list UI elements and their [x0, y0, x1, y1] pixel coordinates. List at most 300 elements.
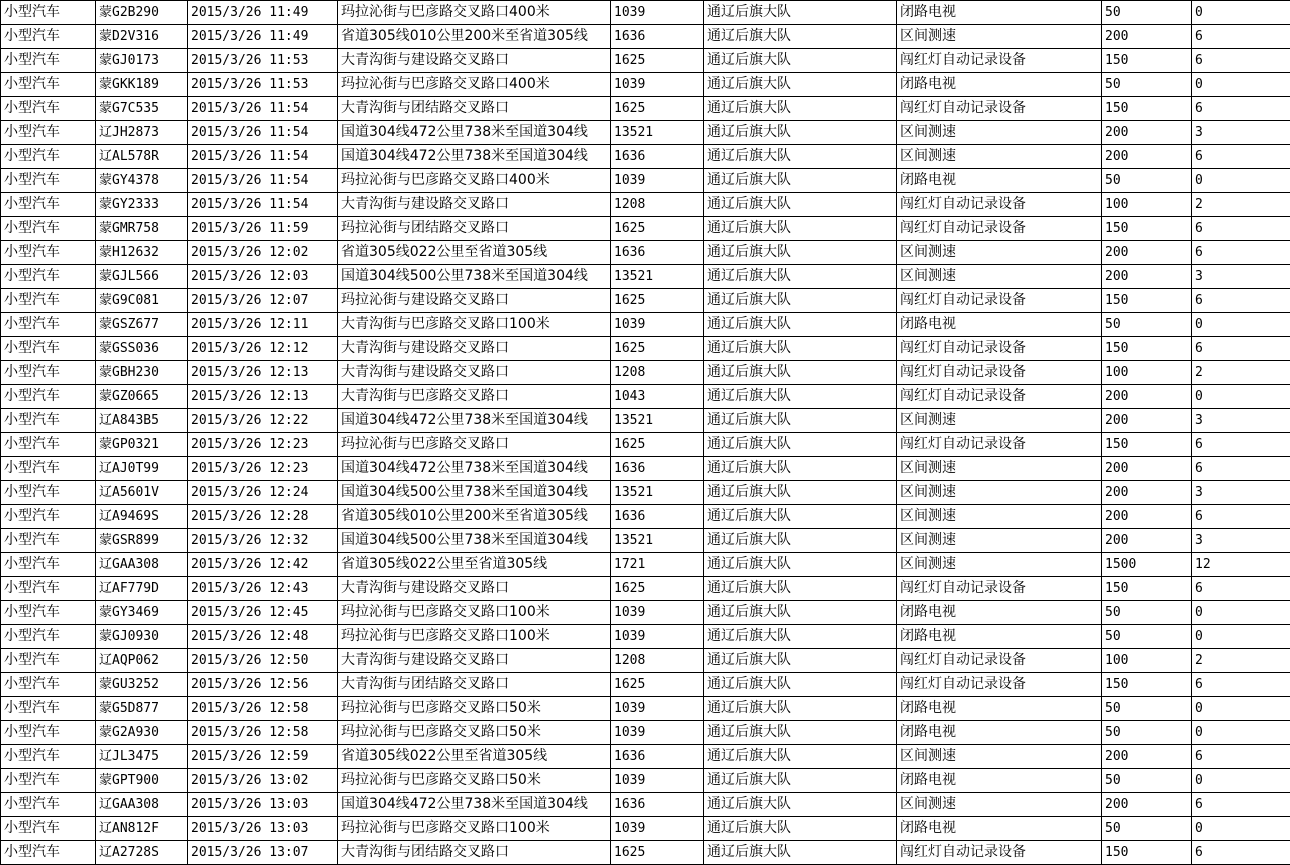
violation-code-cell[interactable]: 1721 — [611, 553, 704, 577]
brigade-cell[interactable]: 通辽后旗大队 — [704, 121, 897, 145]
violation-code-cell[interactable]: 1039 — [611, 697, 704, 721]
violation-time-cell[interactable]: 2015/3/26 12:56 — [188, 673, 338, 697]
vehicle-type-cell[interactable]: 小型汽车 — [1, 337, 96, 361]
brigade-cell[interactable]: 通辽后旗大队 — [704, 649, 897, 673]
penalty-points-cell[interactable]: 6 — [1192, 25, 1290, 49]
location-cell[interactable]: 玛拉沁街与巴彦路交叉路口100米 — [338, 817, 611, 841]
capture-device-cell[interactable]: 区间测速 — [897, 481, 1102, 505]
penalty-points-cell[interactable]: 0 — [1192, 769, 1290, 793]
violation-time-cell[interactable]: 2015/3/26 12:13 — [188, 361, 338, 385]
violation-time-cell[interactable]: 2015/3/26 12:24 — [188, 481, 338, 505]
capture-device-cell[interactable]: 区间测速 — [897, 25, 1102, 49]
capture-device-cell[interactable]: 区间测速 — [897, 265, 1102, 289]
brigade-cell[interactable]: 通辽后旗大队 — [704, 361, 897, 385]
fine-amount-cell[interactable]: 100 — [1102, 361, 1192, 385]
capture-device-cell[interactable]: 闭路电视 — [897, 817, 1102, 841]
vehicle-type-cell[interactable]: 小型汽车 — [1, 73, 96, 97]
capture-device-cell[interactable]: 区间测速 — [897, 529, 1102, 553]
fine-amount-cell[interactable]: 150 — [1102, 97, 1192, 121]
violation-time-cell[interactable]: 2015/3/26 12:23 — [188, 457, 338, 481]
plate-number-cell[interactable]: 辽A843B5 — [96, 409, 188, 433]
violation-time-cell[interactable]: 2015/3/26 11:54 — [188, 193, 338, 217]
violation-time-cell[interactable]: 2015/3/26 13:07 — [188, 841, 338, 865]
fine-amount-cell[interactable]: 100 — [1102, 193, 1192, 217]
capture-device-cell[interactable]: 闯红灯自动记录设备 — [897, 217, 1102, 241]
brigade-cell[interactable]: 通辽后旗大队 — [704, 721, 897, 745]
plate-number-cell[interactable]: 蒙GY3469 — [96, 601, 188, 625]
violation-time-cell[interactable]: 2015/3/26 11:49 — [188, 25, 338, 49]
violation-time-cell[interactable]: 2015/3/26 12:12 — [188, 337, 338, 361]
location-cell[interactable]: 国道304线472公里738米至国道304线 — [338, 145, 611, 169]
plate-number-cell[interactable]: 蒙GJ0930 — [96, 625, 188, 649]
brigade-cell[interactable]: 通辽后旗大队 — [704, 25, 897, 49]
violation-code-cell[interactable]: 1039 — [611, 313, 704, 337]
penalty-points-cell[interactable]: 0 — [1192, 313, 1290, 337]
capture-device-cell[interactable]: 区间测速 — [897, 145, 1102, 169]
capture-device-cell[interactable]: 区间测速 — [897, 241, 1102, 265]
penalty-points-cell[interactable]: 6 — [1192, 841, 1290, 865]
penalty-points-cell[interactable]: 0 — [1192, 625, 1290, 649]
capture-device-cell[interactable]: 闯红灯自动记录设备 — [897, 97, 1102, 121]
penalty-points-cell[interactable]: 6 — [1192, 457, 1290, 481]
violation-code-cell[interactable]: 1636 — [611, 505, 704, 529]
fine-amount-cell[interactable]: 150 — [1102, 577, 1192, 601]
brigade-cell[interactable]: 通辽后旗大队 — [704, 289, 897, 313]
violation-time-cell[interactable]: 2015/3/26 11:59 — [188, 217, 338, 241]
brigade-cell[interactable]: 通辽后旗大队 — [704, 73, 897, 97]
penalty-points-cell[interactable]: 12 — [1192, 553, 1290, 577]
plate-number-cell[interactable]: 辽AQP062 — [96, 649, 188, 673]
penalty-points-cell[interactable]: 6 — [1192, 145, 1290, 169]
vehicle-type-cell[interactable]: 小型汽车 — [1, 25, 96, 49]
brigade-cell[interactable]: 通辽后旗大队 — [704, 145, 897, 169]
plate-number-cell[interactable]: 蒙GJ0173 — [96, 49, 188, 73]
vehicle-type-cell[interactable]: 小型汽车 — [1, 817, 96, 841]
capture-device-cell[interactable]: 闯红灯自动记录设备 — [897, 673, 1102, 697]
capture-device-cell[interactable]: 闯红灯自动记录设备 — [897, 385, 1102, 409]
plate-number-cell[interactable]: 辽AN812F — [96, 817, 188, 841]
vehicle-type-cell[interactable]: 小型汽车 — [1, 673, 96, 697]
vehicle-type-cell[interactable]: 小型汽车 — [1, 649, 96, 673]
penalty-points-cell[interactable]: 3 — [1192, 529, 1290, 553]
violation-code-cell[interactable]: 13521 — [611, 529, 704, 553]
violation-code-cell[interactable]: 1039 — [611, 169, 704, 193]
plate-number-cell[interactable]: 辽A2728S — [96, 841, 188, 865]
vehicle-type-cell[interactable]: 小型汽车 — [1, 697, 96, 721]
violation-code-cell[interactable]: 1208 — [611, 649, 704, 673]
violation-code-cell[interactable]: 1625 — [611, 577, 704, 601]
vehicle-type-cell[interactable]: 小型汽车 — [1, 1, 96, 25]
penalty-points-cell[interactable]: 3 — [1192, 265, 1290, 289]
plate-number-cell[interactable]: 蒙D2V316 — [96, 25, 188, 49]
location-cell[interactable]: 国道304线472公里738米至国道304线 — [338, 457, 611, 481]
violation-time-cell[interactable]: 2015/3/26 11:54 — [188, 97, 338, 121]
violation-time-cell[interactable]: 2015/3/26 13:03 — [188, 793, 338, 817]
plate-number-cell[interactable]: 辽AJ0T99 — [96, 457, 188, 481]
capture-device-cell[interactable]: 区间测速 — [897, 409, 1102, 433]
penalty-points-cell[interactable]: 3 — [1192, 121, 1290, 145]
fine-amount-cell[interactable]: 1500 — [1102, 553, 1192, 577]
fine-amount-cell[interactable]: 200 — [1102, 25, 1192, 49]
brigade-cell[interactable]: 通辽后旗大队 — [704, 49, 897, 73]
location-cell[interactable]: 国道304线472公里738米至国道304线 — [338, 409, 611, 433]
location-cell[interactable]: 国道304线500公里738米至国道304线 — [338, 481, 611, 505]
penalty-points-cell[interactable]: 6 — [1192, 577, 1290, 601]
fine-amount-cell[interactable]: 150 — [1102, 49, 1192, 73]
violation-code-cell[interactable]: 1625 — [611, 673, 704, 697]
penalty-points-cell[interactable]: 3 — [1192, 481, 1290, 505]
fine-amount-cell[interactable]: 200 — [1102, 145, 1192, 169]
capture-device-cell[interactable]: 区间测速 — [897, 505, 1102, 529]
violation-code-cell[interactable]: 13521 — [611, 265, 704, 289]
location-cell[interactable]: 省道305线022公里至省道305线 — [338, 745, 611, 769]
capture-device-cell[interactable]: 区间测速 — [897, 457, 1102, 481]
violation-code-cell[interactable]: 1039 — [611, 817, 704, 841]
location-cell[interactable]: 玛拉沁街与巴彦路交叉路口50米 — [338, 721, 611, 745]
location-cell[interactable]: 大青沟街与巴彦路交叉路口100米 — [338, 313, 611, 337]
location-cell[interactable]: 玛拉沁街与巴彦路交叉路口 — [338, 433, 611, 457]
location-cell[interactable]: 大青沟街与建设路交叉路口 — [338, 193, 611, 217]
brigade-cell[interactable]: 通辽后旗大队 — [704, 601, 897, 625]
location-cell[interactable]: 大青沟街与建设路交叉路口 — [338, 577, 611, 601]
violation-time-cell[interactable]: 2015/3/26 12:59 — [188, 745, 338, 769]
vehicle-type-cell[interactable]: 小型汽车 — [1, 505, 96, 529]
brigade-cell[interactable]: 通辽后旗大队 — [704, 505, 897, 529]
fine-amount-cell[interactable]: 200 — [1102, 505, 1192, 529]
vehicle-type-cell[interactable]: 小型汽车 — [1, 745, 96, 769]
penalty-points-cell[interactable]: 0 — [1192, 1, 1290, 25]
vehicle-type-cell[interactable]: 小型汽车 — [1, 241, 96, 265]
fine-amount-cell[interactable]: 200 — [1102, 793, 1192, 817]
vehicle-type-cell[interactable]: 小型汽车 — [1, 97, 96, 121]
vehicle-type-cell[interactable]: 小型汽车 — [1, 433, 96, 457]
plate-number-cell[interactable]: 蒙GMR758 — [96, 217, 188, 241]
fine-amount-cell[interactable]: 50 — [1102, 169, 1192, 193]
location-cell[interactable]: 大青沟街与建设路交叉路口 — [338, 361, 611, 385]
brigade-cell[interactable]: 通辽后旗大队 — [704, 697, 897, 721]
brigade-cell[interactable]: 通辽后旗大队 — [704, 241, 897, 265]
penalty-points-cell[interactable]: 6 — [1192, 217, 1290, 241]
violation-code-cell[interactable]: 1625 — [611, 841, 704, 865]
plate-number-cell[interactable]: 辽AL578R — [96, 145, 188, 169]
violation-time-cell[interactable]: 2015/3/26 12:22 — [188, 409, 338, 433]
fine-amount-cell[interactable]: 50 — [1102, 721, 1192, 745]
location-cell[interactable]: 省道305线010公里200米至省道305线 — [338, 25, 611, 49]
violation-time-cell[interactable]: 2015/3/26 11:53 — [188, 49, 338, 73]
violation-time-cell[interactable]: 2015/3/26 12:58 — [188, 721, 338, 745]
location-cell[interactable]: 玛拉沁街与巴彦路交叉路口50米 — [338, 697, 611, 721]
violation-code-cell[interactable]: 13521 — [611, 121, 704, 145]
vehicle-type-cell[interactable]: 小型汽车 — [1, 193, 96, 217]
violation-code-cell[interactable]: 13521 — [611, 409, 704, 433]
vehicle-type-cell[interactable]: 小型汽车 — [1, 841, 96, 865]
violation-time-cell[interactable]: 2015/3/26 11:49 — [188, 1, 338, 25]
violation-time-cell[interactable]: 2015/3/26 11:54 — [188, 169, 338, 193]
fine-amount-cell[interactable]: 100 — [1102, 649, 1192, 673]
fine-amount-cell[interactable]: 50 — [1102, 1, 1192, 25]
capture-device-cell[interactable]: 闯红灯自动记录设备 — [897, 49, 1102, 73]
capture-device-cell[interactable]: 闭路电视 — [897, 697, 1102, 721]
penalty-points-cell[interactable]: 2 — [1192, 193, 1290, 217]
plate-number-cell[interactable]: 辽A5601V — [96, 481, 188, 505]
violation-code-cell[interactable]: 1208 — [611, 193, 704, 217]
location-cell[interactable]: 大青沟街与巴彦路交叉路口 — [338, 385, 611, 409]
violation-code-cell[interactable]: 1625 — [611, 97, 704, 121]
violation-code-cell[interactable]: 1636 — [611, 745, 704, 769]
vehicle-type-cell[interactable]: 小型汽车 — [1, 385, 96, 409]
plate-number-cell[interactable]: 辽JH2873 — [96, 121, 188, 145]
fine-amount-cell[interactable]: 200 — [1102, 457, 1192, 481]
fine-amount-cell[interactable]: 150 — [1102, 841, 1192, 865]
fine-amount-cell[interactable]: 200 — [1102, 265, 1192, 289]
violation-code-cell[interactable]: 1208 — [611, 361, 704, 385]
violation-time-cell[interactable]: 2015/3/26 12:03 — [188, 265, 338, 289]
location-cell[interactable]: 大青沟街与团结路交叉路口 — [338, 97, 611, 121]
location-cell[interactable]: 大青沟街与团结路交叉路口 — [338, 673, 611, 697]
location-cell[interactable]: 省道305线022公里至省道305线 — [338, 241, 611, 265]
capture-device-cell[interactable]: 闯红灯自动记录设备 — [897, 289, 1102, 313]
plate-number-cell[interactable]: 蒙G7C535 — [96, 97, 188, 121]
violation-code-cell[interactable]: 1625 — [611, 289, 704, 313]
brigade-cell[interactable]: 通辽后旗大队 — [704, 265, 897, 289]
location-cell[interactable]: 大青沟街与建设路交叉路口 — [338, 49, 611, 73]
fine-amount-cell[interactable]: 150 — [1102, 289, 1192, 313]
penalty-points-cell[interactable]: 0 — [1192, 73, 1290, 97]
plate-number-cell[interactable]: 蒙G2A930 — [96, 721, 188, 745]
violation-time-cell[interactable]: 2015/3/26 12:32 — [188, 529, 338, 553]
fine-amount-cell[interactable]: 200 — [1102, 385, 1192, 409]
brigade-cell[interactable]: 通辽后旗大队 — [704, 745, 897, 769]
plate-number-cell[interactable]: 蒙GSR899 — [96, 529, 188, 553]
location-cell[interactable]: 省道305线022公里至省道305线 — [338, 553, 611, 577]
violation-time-cell[interactable]: 2015/3/26 12:07 — [188, 289, 338, 313]
location-cell[interactable]: 玛拉沁街与巴彦路交叉路口400米 — [338, 73, 611, 97]
fine-amount-cell[interactable]: 200 — [1102, 409, 1192, 433]
brigade-cell[interactable]: 通辽后旗大队 — [704, 457, 897, 481]
vehicle-type-cell[interactable]: 小型汽车 — [1, 769, 96, 793]
penalty-points-cell[interactable]: 0 — [1192, 721, 1290, 745]
vehicle-type-cell[interactable]: 小型汽车 — [1, 529, 96, 553]
fine-amount-cell[interactable]: 50 — [1102, 697, 1192, 721]
fine-amount-cell[interactable]: 200 — [1102, 745, 1192, 769]
plate-number-cell[interactable]: 蒙H12632 — [96, 241, 188, 265]
violation-code-cell[interactable]: 1039 — [611, 1, 704, 25]
brigade-cell[interactable]: 通辽后旗大队 — [704, 337, 897, 361]
fine-amount-cell[interactable]: 150 — [1102, 433, 1192, 457]
capture-device-cell[interactable]: 区间测速 — [897, 793, 1102, 817]
capture-device-cell[interactable]: 区间测速 — [897, 121, 1102, 145]
capture-device-cell[interactable]: 闯红灯自动记录设备 — [897, 577, 1102, 601]
capture-device-cell[interactable]: 闯红灯自动记录设备 — [897, 433, 1102, 457]
capture-device-cell[interactable]: 闯红灯自动记录设备 — [897, 649, 1102, 673]
brigade-cell[interactable]: 通辽后旗大队 — [704, 1, 897, 25]
fine-amount-cell[interactable]: 50 — [1102, 625, 1192, 649]
fine-amount-cell[interactable]: 200 — [1102, 481, 1192, 505]
violation-code-cell[interactable]: 1625 — [611, 49, 704, 73]
location-cell[interactable]: 大青沟街与建设路交叉路口 — [338, 649, 611, 673]
capture-device-cell[interactable]: 闭路电视 — [897, 1, 1102, 25]
location-cell[interactable]: 国道304线472公里738米至国道304线 — [338, 121, 611, 145]
violation-time-cell[interactable]: 2015/3/26 11:53 — [188, 73, 338, 97]
violation-code-cell[interactable]: 1625 — [611, 337, 704, 361]
violation-time-cell[interactable]: 2015/3/26 12:48 — [188, 625, 338, 649]
penalty-points-cell[interactable]: 2 — [1192, 649, 1290, 673]
violation-code-cell[interactable]: 1636 — [611, 25, 704, 49]
penalty-points-cell[interactable]: 6 — [1192, 505, 1290, 529]
violation-time-cell[interactable]: 2015/3/26 12:23 — [188, 433, 338, 457]
location-cell[interactable]: 玛拉沁街与巴彦路交叉路口100米 — [338, 625, 611, 649]
violation-time-cell[interactable]: 2015/3/26 12:11 — [188, 313, 338, 337]
brigade-cell[interactable]: 通辽后旗大队 — [704, 481, 897, 505]
capture-device-cell[interactable]: 闭路电视 — [897, 73, 1102, 97]
violation-code-cell[interactable]: 1636 — [611, 793, 704, 817]
brigade-cell[interactable]: 通辽后旗大队 — [704, 793, 897, 817]
vehicle-type-cell[interactable]: 小型汽车 — [1, 265, 96, 289]
plate-number-cell[interactable]: 蒙G2B290 — [96, 1, 188, 25]
plate-number-cell[interactable]: 辽GAA308 — [96, 793, 188, 817]
plate-number-cell[interactable]: 辽AF779D — [96, 577, 188, 601]
vehicle-type-cell[interactable]: 小型汽车 — [1, 169, 96, 193]
plate-number-cell[interactable]: 蒙GPT900 — [96, 769, 188, 793]
vehicle-type-cell[interactable]: 小型汽车 — [1, 553, 96, 577]
location-cell[interactable]: 玛拉沁街与巴彦路交叉路口100米 — [338, 601, 611, 625]
brigade-cell[interactable]: 通辽后旗大队 — [704, 433, 897, 457]
fine-amount-cell[interactable]: 150 — [1102, 673, 1192, 697]
location-cell[interactable]: 玛拉沁街与巴彦路交叉路口400米 — [338, 1, 611, 25]
brigade-cell[interactable]: 通辽后旗大队 — [704, 529, 897, 553]
fine-amount-cell[interactable]: 200 — [1102, 529, 1192, 553]
fine-amount-cell[interactable]: 50 — [1102, 313, 1192, 337]
capture-device-cell[interactable]: 闭路电视 — [897, 625, 1102, 649]
brigade-cell[interactable]: 通辽后旗大队 — [704, 169, 897, 193]
vehicle-type-cell[interactable]: 小型汽车 — [1, 601, 96, 625]
vehicle-type-cell[interactable]: 小型汽车 — [1, 289, 96, 313]
penalty-points-cell[interactable]: 2 — [1192, 361, 1290, 385]
plate-number-cell[interactable]: 蒙GSS036 — [96, 337, 188, 361]
violation-time-cell[interactable]: 2015/3/26 12:02 — [188, 241, 338, 265]
violation-time-cell[interactable]: 2015/3/26 13:02 — [188, 769, 338, 793]
capture-device-cell[interactable]: 闭路电视 — [897, 769, 1102, 793]
vehicle-type-cell[interactable]: 小型汽车 — [1, 481, 96, 505]
penalty-points-cell[interactable]: 6 — [1192, 241, 1290, 265]
vehicle-type-cell[interactable]: 小型汽车 — [1, 313, 96, 337]
vehicle-type-cell[interactable]: 小型汽车 — [1, 577, 96, 601]
violation-time-cell[interactable]: 2015/3/26 12:58 — [188, 697, 338, 721]
capture-device-cell[interactable]: 区间测速 — [897, 745, 1102, 769]
violation-time-cell[interactable]: 2015/3/26 13:03 — [188, 817, 338, 841]
capture-device-cell[interactable]: 闯红灯自动记录设备 — [897, 193, 1102, 217]
capture-device-cell[interactable]: 闭路电视 — [897, 169, 1102, 193]
brigade-cell[interactable]: 通辽后旗大队 — [704, 577, 897, 601]
violation-code-cell[interactable]: 1043 — [611, 385, 704, 409]
capture-device-cell[interactable]: 闯红灯自动记录设备 — [897, 841, 1102, 865]
fine-amount-cell[interactable]: 50 — [1102, 73, 1192, 97]
vehicle-type-cell[interactable]: 小型汽车 — [1, 793, 96, 817]
fine-amount-cell[interactable]: 50 — [1102, 769, 1192, 793]
vehicle-type-cell[interactable]: 小型汽车 — [1, 121, 96, 145]
violation-time-cell[interactable]: 2015/3/26 12:50 — [188, 649, 338, 673]
violation-code-cell[interactable]: 1039 — [611, 769, 704, 793]
plate-number-cell[interactable]: 蒙GY2333 — [96, 193, 188, 217]
violation-code-cell[interactable]: 1636 — [611, 145, 704, 169]
penalty-points-cell[interactable]: 6 — [1192, 745, 1290, 769]
brigade-cell[interactable]: 通辽后旗大队 — [704, 97, 897, 121]
vehicle-type-cell[interactable]: 小型汽车 — [1, 145, 96, 169]
plate-number-cell[interactable]: 蒙GKK189 — [96, 73, 188, 97]
location-cell[interactable]: 大青沟街与建设路交叉路口 — [338, 337, 611, 361]
plate-number-cell[interactable]: 辽JL3475 — [96, 745, 188, 769]
violation-time-cell[interactable]: 2015/3/26 11:54 — [188, 121, 338, 145]
penalty-points-cell[interactable]: 0 — [1192, 385, 1290, 409]
vehicle-type-cell[interactable]: 小型汽车 — [1, 217, 96, 241]
brigade-cell[interactable]: 通辽后旗大队 — [704, 409, 897, 433]
plate-number-cell[interactable]: 蒙GZ0665 — [96, 385, 188, 409]
brigade-cell[interactable]: 通辽后旗大队 — [704, 193, 897, 217]
capture-device-cell[interactable]: 闯红灯自动记录设备 — [897, 361, 1102, 385]
vehicle-type-cell[interactable]: 小型汽车 — [1, 49, 96, 73]
location-cell[interactable]: 玛拉沁街与团结路交叉路口 — [338, 217, 611, 241]
penalty-points-cell[interactable]: 3 — [1192, 409, 1290, 433]
penalty-points-cell[interactable]: 6 — [1192, 673, 1290, 697]
location-cell[interactable]: 国道304线500公里738米至国道304线 — [338, 529, 611, 553]
violation-code-cell[interactable]: 1039 — [611, 73, 704, 97]
plate-number-cell[interactable]: 蒙GJL566 — [96, 265, 188, 289]
brigade-cell[interactable]: 通辽后旗大队 — [704, 313, 897, 337]
penalty-points-cell[interactable]: 0 — [1192, 817, 1290, 841]
capture-device-cell[interactable]: 闭路电视 — [897, 721, 1102, 745]
violation-code-cell[interactable]: 1636 — [611, 241, 704, 265]
location-cell[interactable]: 大青沟街与团结路交叉路口 — [338, 841, 611, 865]
penalty-points-cell[interactable]: 6 — [1192, 97, 1290, 121]
capture-device-cell[interactable]: 区间测速 — [897, 553, 1102, 577]
vehicle-type-cell[interactable]: 小型汽车 — [1, 721, 96, 745]
location-cell[interactable]: 国道304线472公里738米至国道304线 — [338, 793, 611, 817]
vehicle-type-cell[interactable]: 小型汽车 — [1, 625, 96, 649]
brigade-cell[interactable]: 通辽后旗大队 — [704, 769, 897, 793]
plate-number-cell[interactable]: 蒙G5D877 — [96, 697, 188, 721]
penalty-points-cell[interactable]: 0 — [1192, 601, 1290, 625]
penalty-points-cell[interactable]: 6 — [1192, 49, 1290, 73]
fine-amount-cell[interactable]: 50 — [1102, 817, 1192, 841]
fine-amount-cell[interactable]: 200 — [1102, 241, 1192, 265]
fine-amount-cell[interactable]: 200 — [1102, 121, 1192, 145]
fine-amount-cell[interactable]: 150 — [1102, 337, 1192, 361]
capture-device-cell[interactable]: 闭路电视 — [897, 313, 1102, 337]
violation-time-cell[interactable]: 2015/3/26 12:43 — [188, 577, 338, 601]
location-cell[interactable]: 玛拉沁街与巴彦路交叉路口400米 — [338, 169, 611, 193]
violation-time-cell[interactable]: 2015/3/26 12:13 — [188, 385, 338, 409]
violation-time-cell[interactable]: 2015/3/26 12:45 — [188, 601, 338, 625]
plate-number-cell[interactable]: 蒙G9C081 — [96, 289, 188, 313]
penalty-points-cell[interactable]: 0 — [1192, 697, 1290, 721]
brigade-cell[interactable]: 通辽后旗大队 — [704, 817, 897, 841]
penalty-points-cell[interactable]: 6 — [1192, 337, 1290, 361]
penalty-points-cell[interactable]: 6 — [1192, 289, 1290, 313]
penalty-points-cell[interactable]: 0 — [1192, 169, 1290, 193]
penalty-points-cell[interactable]: 6 — [1192, 433, 1290, 457]
capture-device-cell[interactable]: 闯红灯自动记录设备 — [897, 337, 1102, 361]
brigade-cell[interactable]: 通辽后旗大队 — [704, 673, 897, 697]
penalty-points-cell[interactable]: 6 — [1192, 793, 1290, 817]
violation-time-cell[interactable]: 2015/3/26 12:28 — [188, 505, 338, 529]
violation-code-cell[interactable]: 1039 — [611, 625, 704, 649]
violation-code-cell[interactable]: 1625 — [611, 217, 704, 241]
plate-number-cell[interactable]: 辽GAA308 — [96, 553, 188, 577]
plate-number-cell[interactable]: 蒙GSZ677 — [96, 313, 188, 337]
violation-code-cell[interactable]: 1625 — [611, 433, 704, 457]
brigade-cell[interactable]: 通辽后旗大队 — [704, 841, 897, 865]
brigade-cell[interactable]: 通辽后旗大队 — [704, 553, 897, 577]
